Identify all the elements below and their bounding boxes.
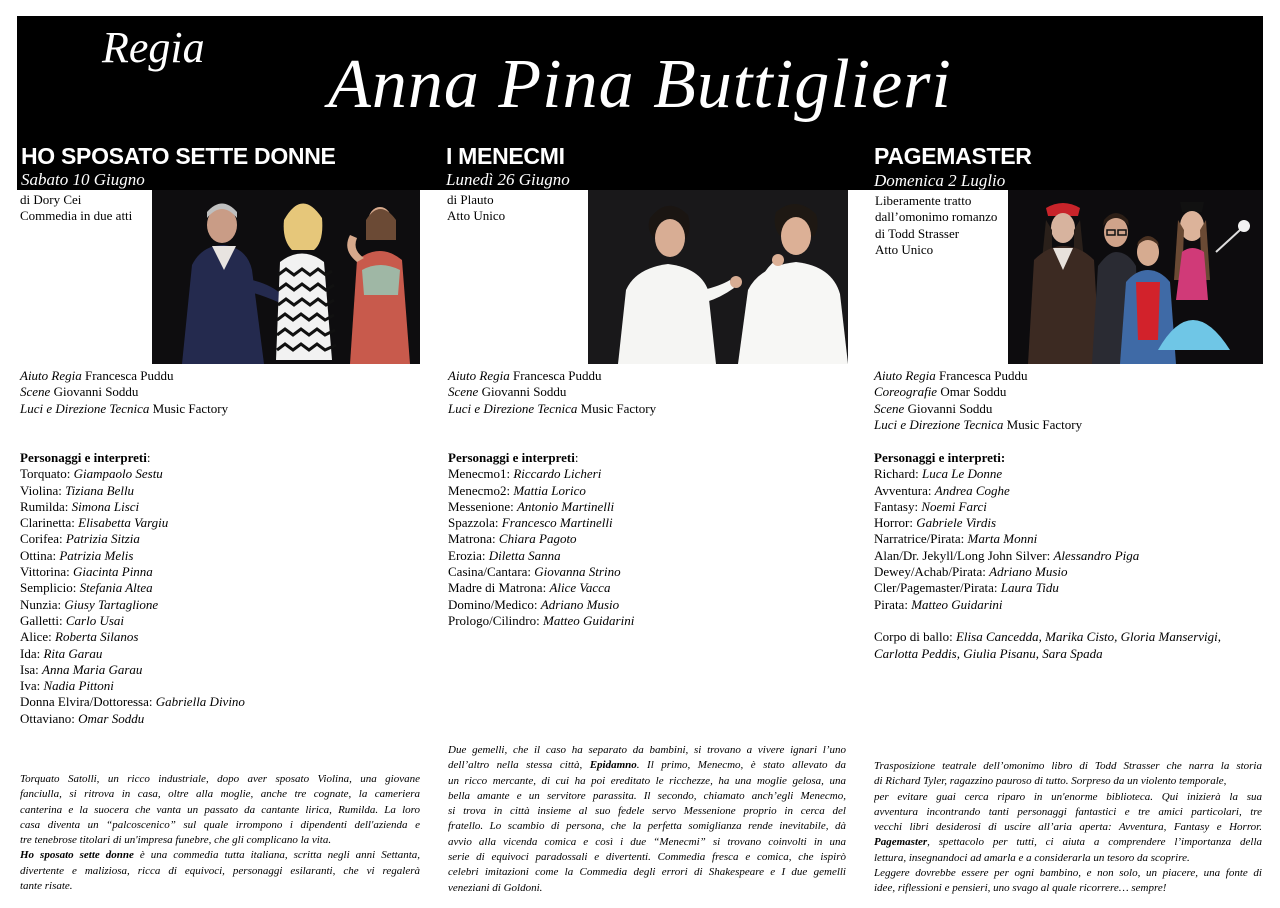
info-line: Commedia in due atti <box>20 208 133 224</box>
show-info-1 <box>20 192 132 225</box>
show-date-1: Sabato 10 Giugno <box>21 170 145 189</box>
cast-line: Semplicio: Stefania Altea <box>20 580 153 596</box>
show-title-2: I MENECMI <box>446 143 565 169</box>
cast-line: Nunzia: Giusy Tartaglione <box>20 596 159 612</box>
show-info-2 <box>447 192 505 225</box>
cast-line: Isa: Anna Maria Garau <box>20 661 143 677</box>
cast-line: Fantasy: Noemi Farci <box>874 498 987 514</box>
cast-line: Matrona: Chiara Pagoto <box>448 531 577 547</box>
director-name: Anna Pina Buttiglieri <box>328 46 952 123</box>
cast-list-3 <box>874 450 1221 662</box>
cast-line: Vittorina: Giacinta Pinna <box>20 564 153 580</box>
pagemaster-bold-line: Pagemaster, spettacolo per tutti, ci aiuta a comprendere l’importanza della <box>874 836 1262 849</box>
cast-line: Rumilda: Simona Lisci <box>20 498 140 514</box>
cast-line: Galletti: Carlo Usai <box>20 612 125 628</box>
cast-line: Donna Elvira/Dottoressa: Gabriella Divino <box>20 694 245 710</box>
crew-line: Luci e Direzione Tecnica Music Factory <box>448 400 657 416</box>
synopsis-1: Torquato Satolli, un ricco industriale, dopo aver sposato Violina, una giovane fanciulla, si ritrova in casa, oltre alla moglie, anche tre cognate, la cameriera canterina e la suocera che vanta un passato da cantante lirica, Rumilda. La loro casa diventa un “palcoscenico” sul quale irrompono i dipendenti dell'azienda e tre tenebrose titolari di un'impresa funebre, che gli complicano la vita. Ho sposato sette donne è una commedia tutta italiana, scritta negli anni Settanta, divertente e maliziosa, ricca di equivoci, personaggi esilaranti, che vi regalerà tante risate. <box>20 773 420 893</box>
show-date-2: Lunedì 26 Giugno <box>446 170 570 189</box>
cast-line: Iva: Nadia Pittoni <box>20 678 114 694</box>
show-photo-3 <box>1008 190 1263 364</box>
cast-line: Cler/Pagemaster/Pirata: Laura Tidu <box>874 580 1059 596</box>
cast-list-1 <box>20 450 245 727</box>
cast-line: Pirata: Matteo Guidarini <box>874 596 1003 612</box>
show-photo-2 <box>588 190 848 364</box>
crew-line: Scene Giovanni Soddu <box>448 384 567 400</box>
cast-line: Torquato: Giampaolo Sestu <box>20 466 163 482</box>
cast-line: Messenione: Antonio Martinelli <box>448 498 615 514</box>
crew-line: Scene Giovanni Soddu <box>20 384 139 400</box>
crew-line: Aiuto Regia Francesca Puddu <box>448 368 602 383</box>
cast-line: Alice: Roberta Silanos <box>20 629 139 645</box>
cast-line: Horror: Gabriele Virdis <box>874 515 997 531</box>
cast-list-2 <box>448 450 634 629</box>
crew-list-3 <box>874 368 1082 433</box>
cast-line: Clarinetta: Elisabetta Vargiu <box>20 515 169 531</box>
info-line: Liberamente tratto <box>875 193 972 208</box>
crew-line: Luci e Direzione Tecnica Music Factory <box>20 400 229 416</box>
show-title-3: PAGEMASTER <box>874 143 1032 169</box>
cast-line: Corifea: Patrizia Sitzia <box>20 531 140 547</box>
regia-label: Regia <box>102 23 205 72</box>
info-line: di Plauto <box>447 192 494 207</box>
cast-line: Ida: Rita Garau <box>20 645 103 661</box>
cast-line: Madre di Matrona: Alice Vacca <box>448 580 611 596</box>
crew-list-1 <box>20 368 228 417</box>
show-info-3 <box>875 193 997 258</box>
cast-line: Dewey/Achab/Pirata: Adriano Musio <box>874 564 1068 580</box>
info-line: Atto Unico <box>875 241 934 257</box>
cast-line: Prologo/Cilindro: Matteo Guidarini <box>448 612 635 628</box>
crew-line: Aiuto Regia Francesca Puddu <box>20 368 174 383</box>
synopsis-2: Due gemelli, che il caso ha separato da bambini, si trovano a vivere ignari l’uno dell’altro nella stessa città, Epidamno. Il primo, Menecmo, è stato allevato da un ricco mercante, di cui ha poi ereditato le ricchezze, ha una moglie gelosa, una bella amante e un servitore parassita. Il secondo, chiamato anch’egli Menecmo, si trova in città insieme al suo fedele servo Messenione proprio in cerca del fratello. Lo scambio di persona, che la perfetta somiglianza rende inevitabile, dà avvio alla vicenda comica e così i due “Menecmi” si trovano coinvolti in una serie di equivoci paradossali e divertenti. Commedia fresca e comica, che ispirò celebri imitazioni come la Commedia degli errori di Shakespeare e I due gemelli veneziani di Goldoni. <box>448 744 846 894</box>
info-line: dall’omonimo romanzo <box>875 209 998 225</box>
crew-line: Aiuto Regia Francesca Puddu <box>874 368 1028 383</box>
cast-line: Narratrice/Pirata: Marta Monni <box>874 531 1038 547</box>
info-line: di Dory Cei <box>20 192 82 207</box>
cast-line: Menecmo1: Riccardo Licheri <box>448 466 602 482</box>
cast-line: Casina/Cantara: Giovanna Strino <box>448 564 621 580</box>
cast-heading: Personaggi e interpreti: <box>448 450 579 465</box>
show-title-1: HO SPOSATO SETTE DONNE <box>21 143 336 169</box>
cast-line: Erozia: Diletta Sanna <box>448 547 561 563</box>
cast-line: Spazzola: Francesco Martinelli <box>448 515 613 531</box>
synopsis-3: Trasposizione teatrale dell’omonimo libro di Todd Strasser che narra la storia di Richard Tyler, ragazzino pauroso di tutto. Sorpreso da un violento temporale, per evitare guai cerca riparo in un'enorme biblioteca. Qui inizierà la sua avventura incontrando tanti personaggi fantastici e tre amici particolari, tre vecchi libri desiderosi di uscire all’aria aperta: Avventura, Fantasy e Horror. Pagemaster, spettacolo per tutti, ci aiuta a comprendere l’importanza della lettura, insegnandoci ad amarla e a considerarla un tesoro da scoprire. Leggere dovrebbe essere per ogni bambino, e non solo, un piacere, una fonte di idee, riflessioni e pensieri, uno svago al quale ricorrere… sempre! <box>874 760 1262 895</box>
show-photo-1 <box>152 190 420 364</box>
crew-line: Coreografie Omar Soddu <box>874 384 1007 400</box>
cast-line: Domino/Medico: Adriano Musio <box>448 596 620 612</box>
crew-line: Scene Giovanni Soddu <box>874 400 993 416</box>
info-line: Atto Unico <box>447 208 506 224</box>
cast-line: Menecmo2: Mattia Lorico <box>448 482 586 498</box>
crew-list-2 <box>448 368 656 417</box>
cast-line: Avventura: Andrea Coghe <box>874 482 1010 498</box>
crew-line: Luci e Direzione Tecnica Music Factory <box>874 416 1083 432</box>
ballet-line: Corpo di ballo: Elisa Cancedda, Marika Cisto, Gloria Manservigi, <box>874 629 1222 645</box>
cast-line: Ottaviano: Omar Soddu <box>20 710 145 726</box>
info-line: di Todd Strasser <box>875 225 960 241</box>
cast-heading: Personaggi e interpreti: <box>20 450 151 465</box>
ballet-line: Carlotta Peddis, Giulia Pisanu, Sara Spada <box>874 645 1103 661</box>
cast-line: Violina: Tiziana Bellu <box>20 482 135 498</box>
cast-heading: Personaggi e interpreti: <box>874 450 1006 465</box>
cast-line: Richard: Luca Le Donne <box>874 466 1003 482</box>
cast-line: Alan/Dr. Jekyll/Long John Silver: Alessandro Piga <box>874 547 1140 563</box>
show-date-3: Domenica 2 Luglio <box>874 171 1006 190</box>
cast-line: Ottina: Patrizia Melis <box>20 547 134 563</box>
